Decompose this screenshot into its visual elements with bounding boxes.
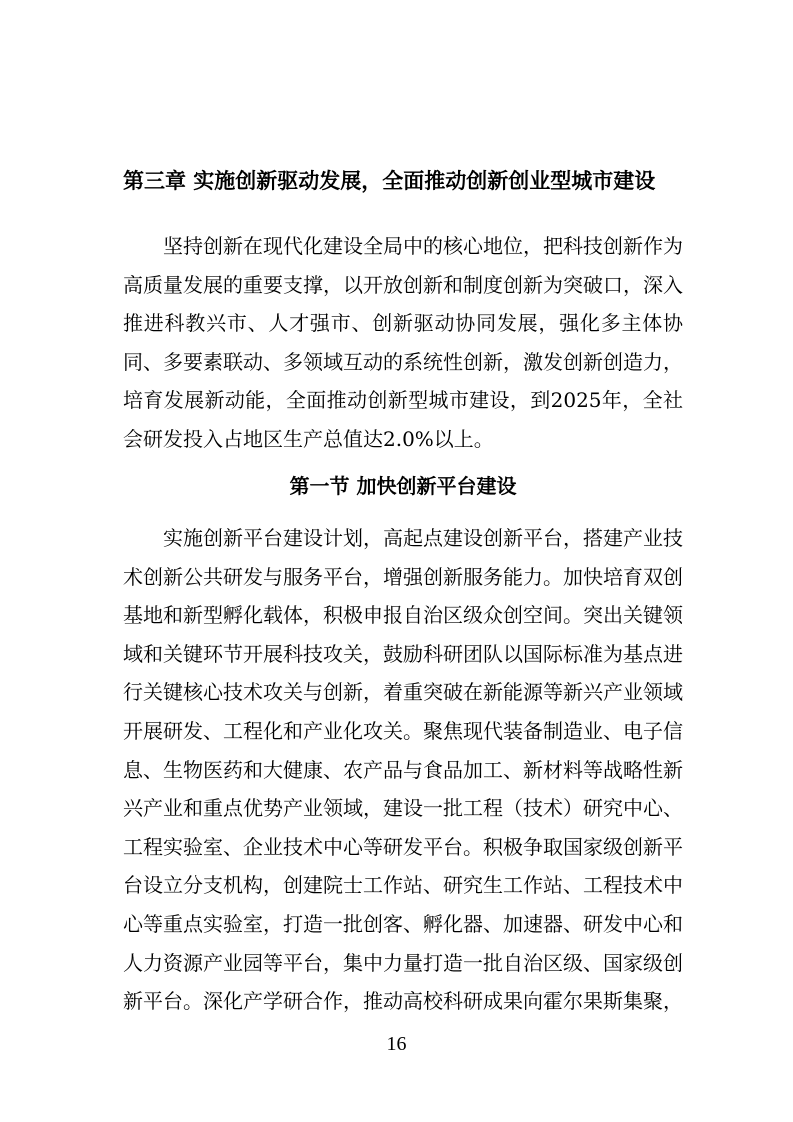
section-body-paragraph: 实施创新平台建设计划，高起点建设创新平台，搭建产业技术创新公共研发与服务平台，增强创新服务能力。加快培育双创基地和新型孵化载体，积极申报自治区级众创空间。突出关键领域和关键环节开展科技攻关，鼓励科研团队以国际标准为基点进行关键核心技术攻关与创新，着重突破在新能源等新兴产业领域开展研发、工程化和产业化攻关。聚焦现代装备制造业、电子信息、生物医药和大健康、农产品与食品加工、新材料等战略性新兴产业和重点优势产业领域，建设一批工程（技术）研究中心、工程实验室、企业技术中心等研发平台。积极争取国家级创新平台设立分支机构，创建院士工作站、研究生工作站、工程技术中心等重点实验室，打造一批创客、孵化器、加速器、研发中心和人力资源产业园等平台，集中力量打造一批自治区级、国家级创新平台。深化产学研合作，推动高校科研成果向霍尔果斯集聚， <box>123 526 683 1014</box>
chapter-intro-paragraph: 坚持创新在现代化建设全局中的核心地位，把科技创新作为高质量发展的重要支撑，以开放创新和制度创新为突破口，深入推进科教兴市、人才强市、创新驱动协同发展，强化多主体协同、多要素联动、多领域互动的系统性创新，激发创新创造力，培育发展新动能，全面推动创新型城市建设，到2025年，全社会研发投入占地区生产总值达2.0%以上。 <box>123 234 683 451</box>
chapter-title: 第三章 实施创新驱动发展，全面推动创新创业型城市建设 <box>123 169 656 193</box>
page-number: 16 <box>386 1033 407 1055</box>
section-title: 第一节 加快创新平台建设 <box>289 474 517 498</box>
